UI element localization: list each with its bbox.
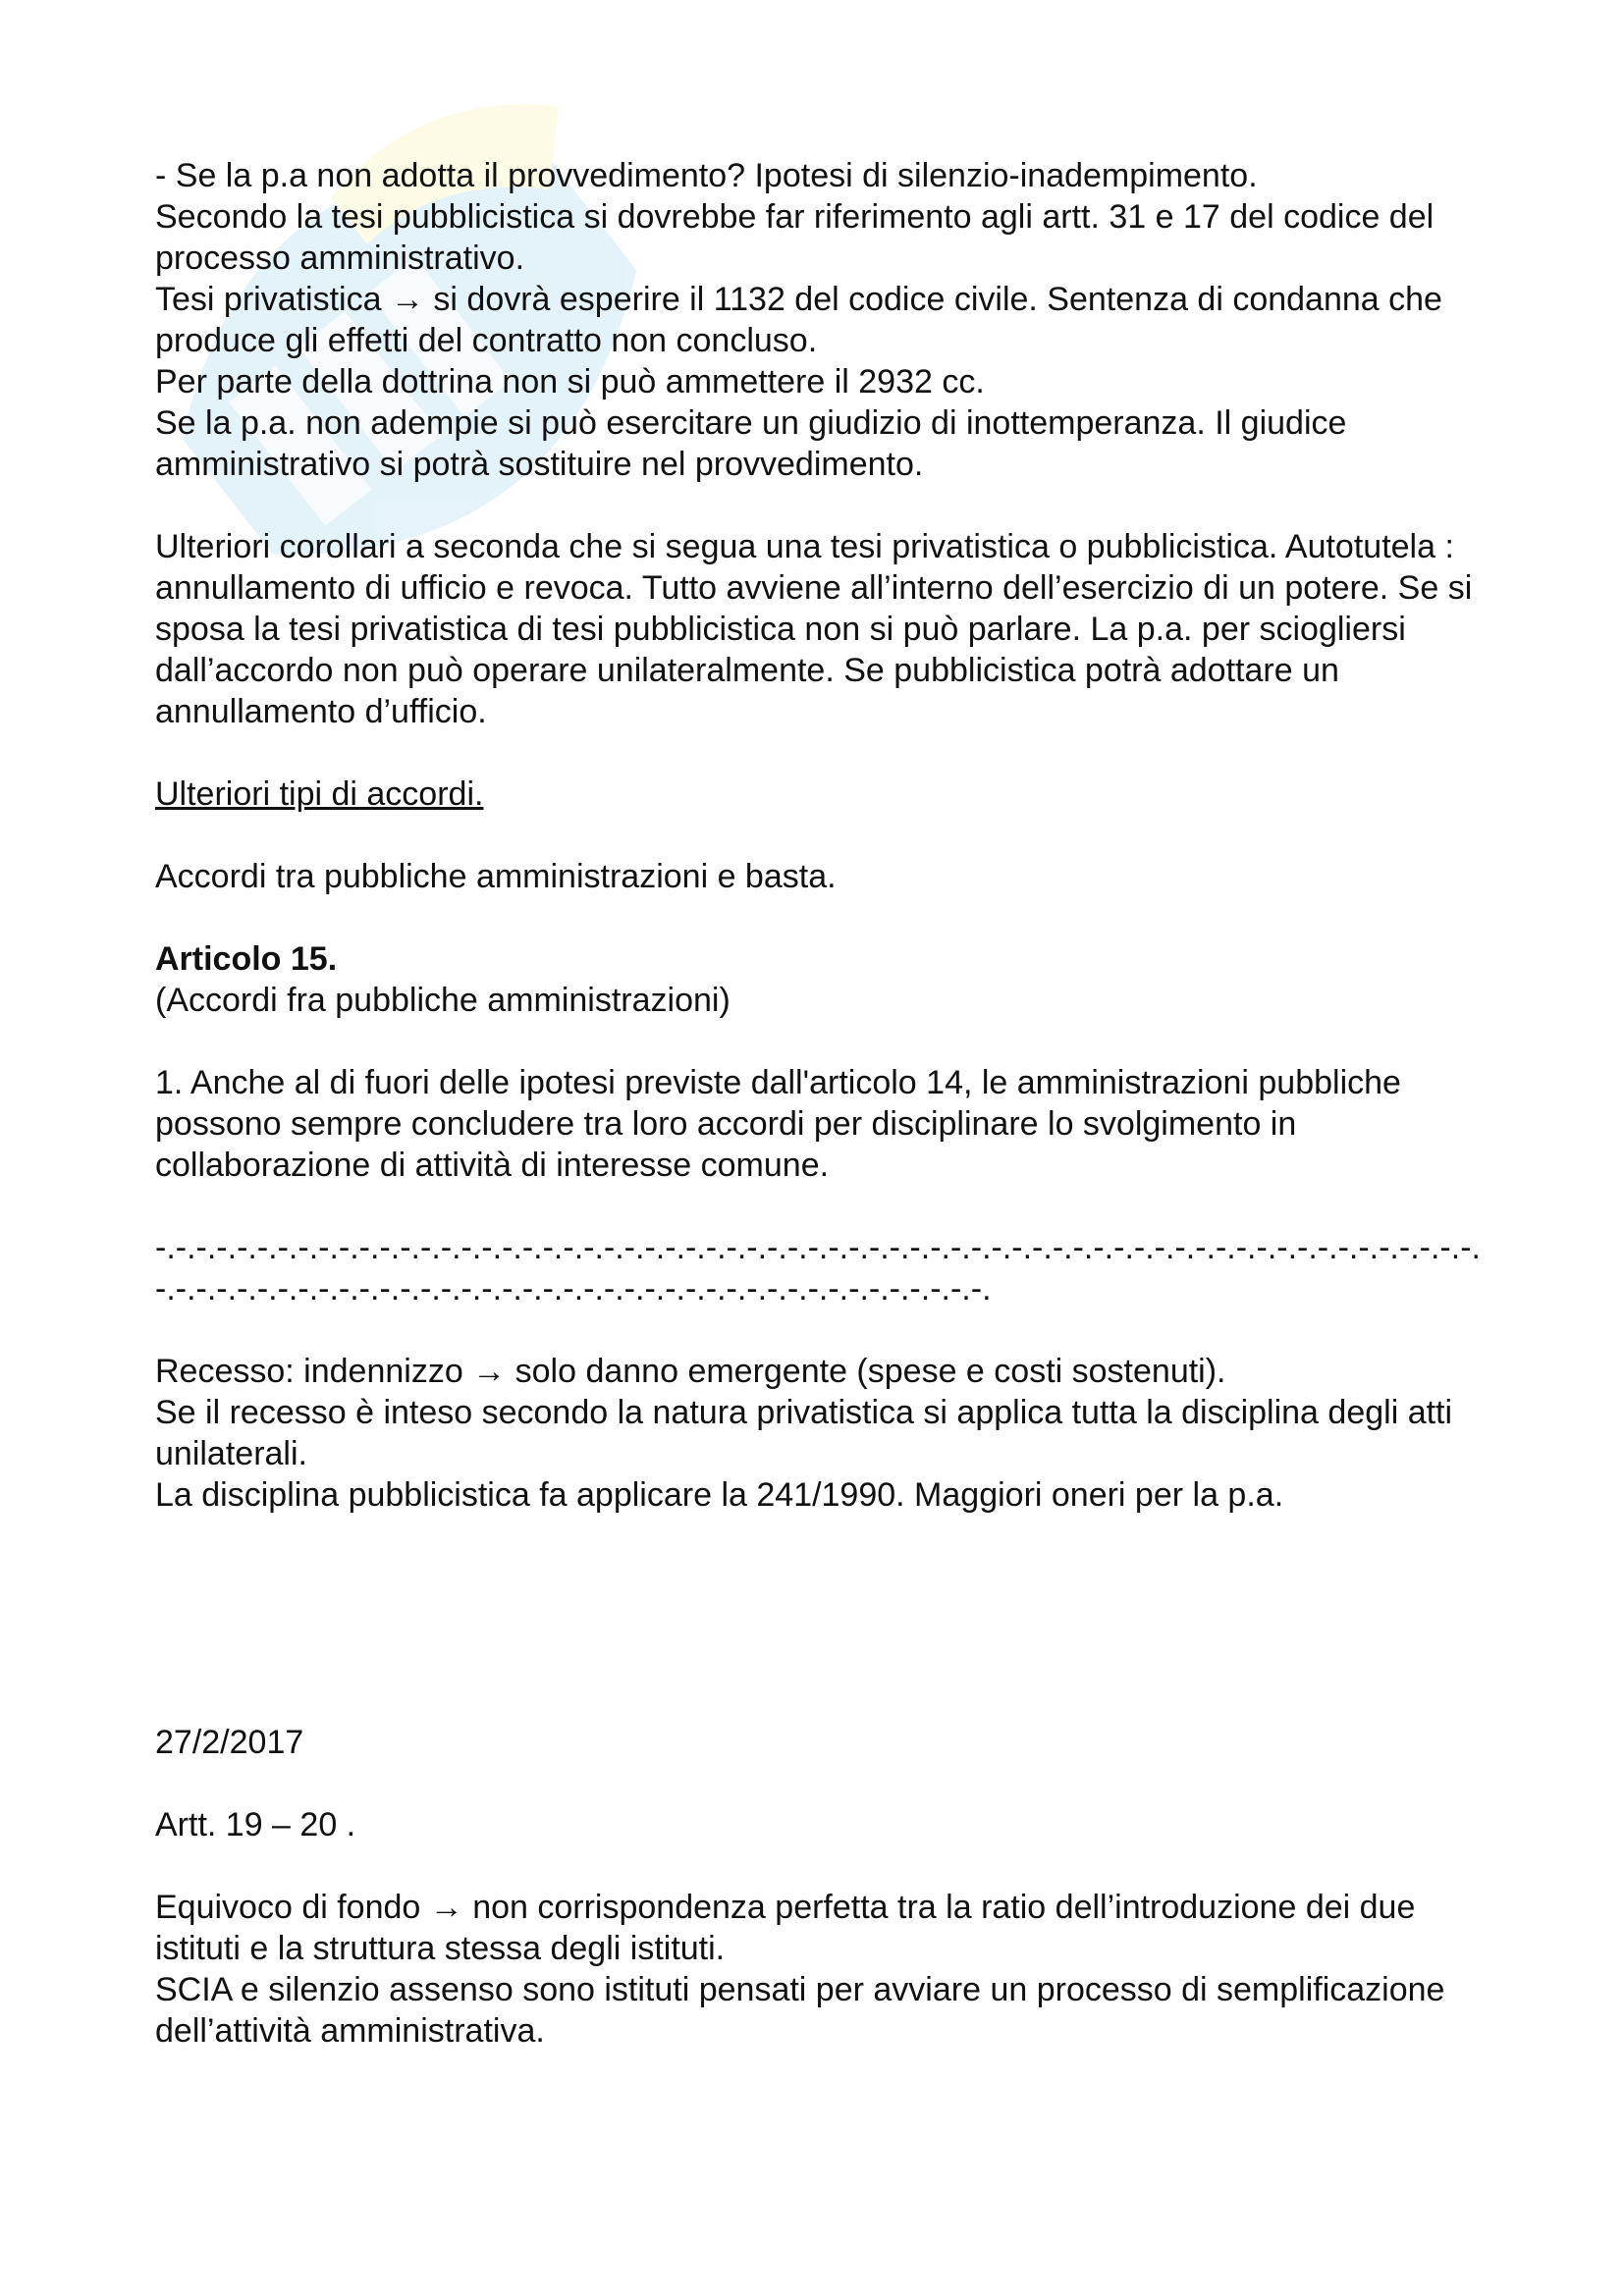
paragraph-autotutela: Ulteriori corollari a seconda che si segua una tesi privatistica o pubblicistica. Autotutela : annullamento di ufficio e revoca. Tutto avviene all’interno dell’esercizio di un potere. Se si sposa la tesi privatistica di tesi pubblicistica non si può parlare. La p.a. per sciogliersi dall’accordo non può operare unilateralmente. Se pubblicistica potrà adottare un annullamento d’ufficio. bbox=[155, 528, 1482, 730]
date-line: 27/2/2017 bbox=[155, 1724, 304, 1761]
separator-line: -.-.-.-.-.-.-.-.-.-.-.-.-.-.-.-.-.-.-.-.-.-.-.-.-.-.-.-.-.-.-.-.-.-.-.-.-.-.-.-.-.-.-.-.-.-.-.-.-.-.-.-.-.-.-.-.-.-.-.-.-.-.-.-.-.-.-.-.-.-.-.-.-.-.-.-.-.-.-.-.-.-.-.-.-.-.-.-.-.-.-.-.-.-.-.-.-.-.-.-.-.-.-.-.-.-. bbox=[155, 1229, 1481, 1308]
text-line: Se la p.a. non adempie si può esercitare un giudizio di inottemperanza. Il giudice amministrativo si potrà sostituire nel provvedimento. bbox=[155, 404, 1356, 483]
article-title: Articolo 15. bbox=[155, 940, 338, 978]
text-line: - Se la p.a non adotta il provvedimento? Ipotesi di silenzio-inadempimento. bbox=[155, 157, 1258, 194]
article-text: 1. Anche al di fuori delle ipotesi previste dall'articolo 14, le amministrazioni pubbliche possono sempre concludere tra loro accordi per disciplinare lo svolgimento in collaborazione di attività di interesse comune. bbox=[155, 1064, 1411, 1184]
text-line: SCIA e silenzio assenso sono istituti pensati per avviare un processo di semplificazione dell’attività amministrativa. bbox=[155, 1971, 1454, 2050]
text-line: Secondo la tesi pubblicistica si dovrebbe far riferimento agli artt. 31 e 17 del codice del processo amministrativo. bbox=[155, 198, 1443, 277]
section-heading: Ulteriori tipi di accordi. bbox=[155, 775, 484, 813]
text-line: Recesso: indennizzo → solo danno emergente (spese e costi sostenuti). bbox=[155, 1353, 1226, 1390]
text-line: Se il recesso è inteso secondo la natura privatistica si applica tutta la disciplina degli atti unilaterali. bbox=[155, 1394, 1462, 1472]
text-line: Per parte della dottrina non si può ammettere il 2932 cc. bbox=[155, 363, 985, 400]
paragraph-block-scia bbox=[155, 1887, 1490, 2052]
text-line: La disciplina pubblicistica fa applicare la 241/1990. Maggiori oneri per la p.a. bbox=[155, 1476, 1284, 1514]
paragraph-block-recesso bbox=[155, 1351, 1490, 1516]
article-subtitle: (Accordi fra pubbliche amministrazioni) bbox=[155, 982, 731, 1019]
articles-reference: Artt. 19 – 20 . bbox=[155, 1806, 356, 1843]
paragraph-block-1 bbox=[155, 155, 1490, 485]
text-line: Tesi privatistica → si dovrà esperire il 1132 del codice civile. Sentenza di condanna che produce gli effetti del contratto non concluso. bbox=[155, 281, 1452, 359]
document-page bbox=[155, 155, 1490, 2052]
paragraph-accordi: Accordi tra pubbliche amministrazioni e basta. bbox=[155, 858, 837, 895]
text-line: Equivoco di fondo → non corrispondenza perfetta tra la ratio dell’introduzione dei due istituti e la struttura stessa degli istituti. bbox=[155, 1889, 1425, 1967]
